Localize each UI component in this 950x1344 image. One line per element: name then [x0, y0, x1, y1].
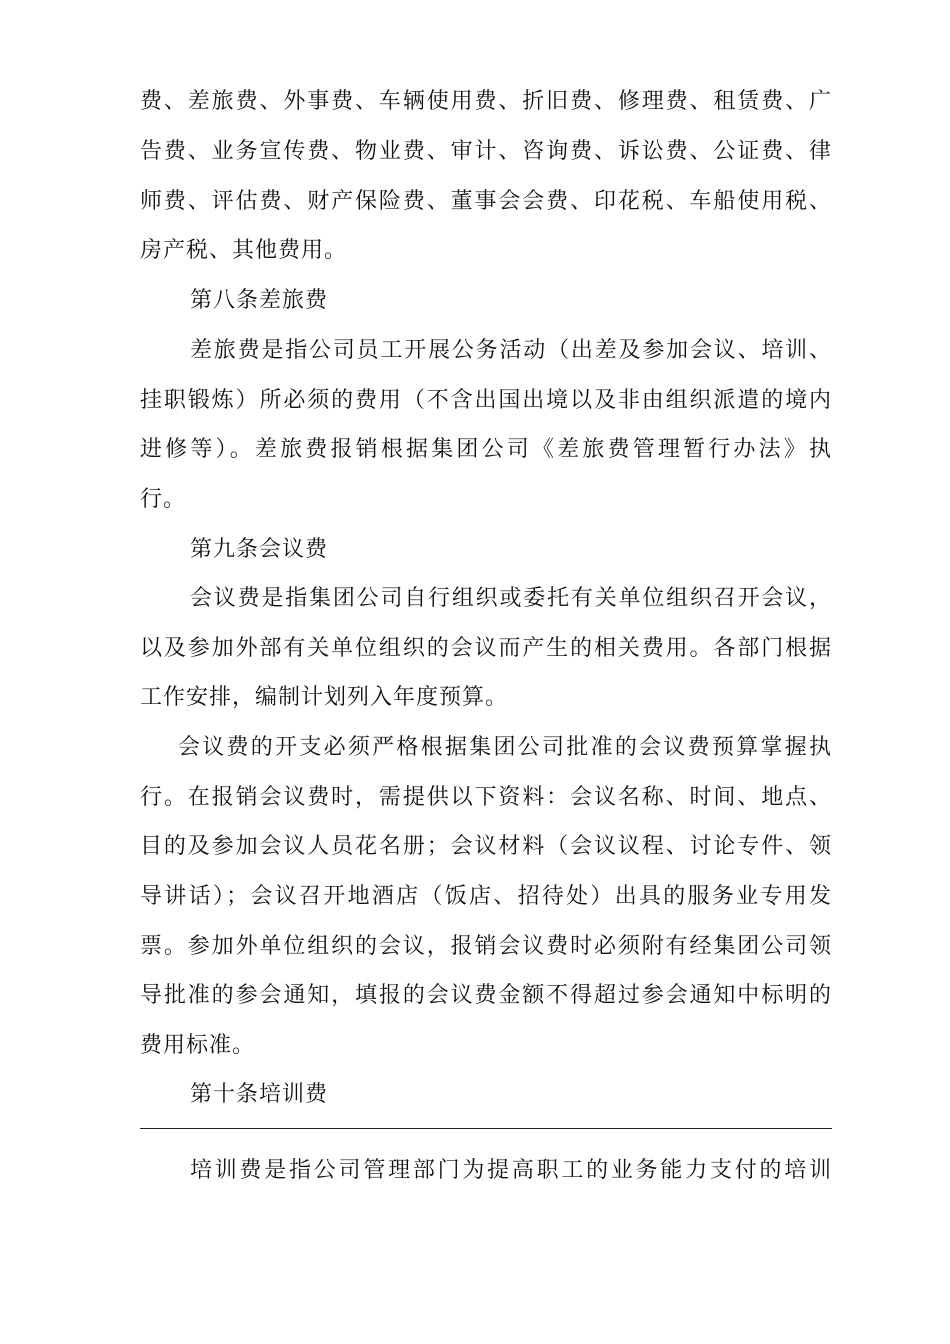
article-10-heading: 第十条培训费 — [190, 1082, 329, 1107]
text-line: 师费、评估费、财产保险费、董事会会费、印花税、车船使用税、 — [140, 189, 832, 214]
text-line: 差旅费是指公司员工开展公务活动（出差及参加会议、培训、 — [190, 338, 832, 363]
text-line: 目的及参加会议人员花名册；会议材料（会议议程、讨论专件、领 — [140, 834, 832, 859]
text-line: 费用标准。 — [140, 1033, 256, 1058]
text-line: 房产税、其他费用。 — [140, 238, 348, 263]
text-line: 培训费是指公司管理部门为提高职工的业务能力支付的培训 — [190, 1158, 832, 1183]
text-line: 进修等）。差旅费报销根据集团公司《差旅费管理暂行办法》执 — [140, 437, 832, 462]
article-8-heading: 第八条差旅费 — [190, 288, 329, 313]
text-line: 导讲话）；会议召开地酒店（饭店、招待处）出具的服务业专用发 — [140, 884, 832, 909]
text-line: 会议费是指集团公司自行组织或委托有关单位组织召开会议， — [190, 586, 832, 611]
text-line: 票。参加外单位组织的会议，报销会议费时必须附有经集团公司领 — [140, 934, 832, 959]
text-line: 费、差旅费、外事费、车辆使用费、折旧费、修理费、租赁费、广 — [140, 89, 832, 114]
text-line: 工作安排，编制计划列入年度预算。 — [140, 685, 509, 710]
text-line: 导批准的参会通知，填报的会议费金额不得超过参会通知中标明的 — [140, 983, 832, 1008]
text-line: 会议费的开支必须严格根据集团公司批准的会议费预算掌握执 — [178, 735, 832, 760]
text-line: 告费、业务宣传费、物业费、审计、咨询费、诉讼费、公证费、律 — [140, 139, 832, 164]
article-9-heading: 第九条会议费 — [190, 537, 329, 562]
text-line: 行。 — [140, 487, 187, 512]
text-line: 行。在报销会议费时，需提供以下资料：会议名称、时间、地点、 — [140, 785, 832, 810]
text-line: 挂职锻炼）所必须的费用（不含出国出境以及非由组织派遣的境内 — [140, 388, 832, 413]
text-line: 以及参加外部有关单位组织的会议而产生的相关费用。各部门根据 — [140, 636, 832, 661]
page-divider — [140, 1128, 832, 1129]
